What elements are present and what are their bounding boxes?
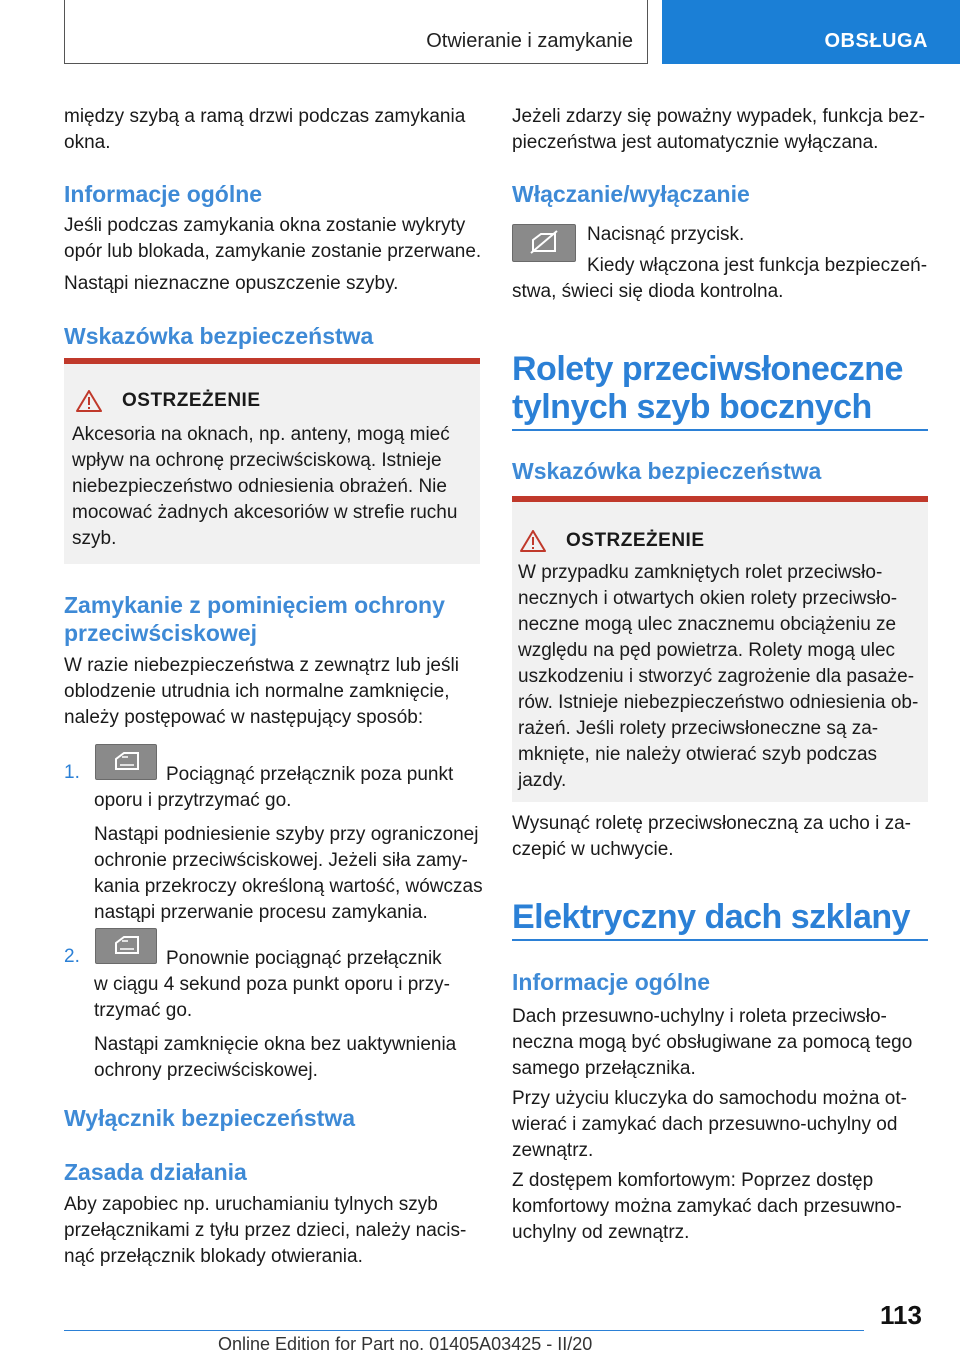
warning-header — [520, 530, 705, 552]
right-intro — [512, 104, 932, 156]
warning-title: OSTRZEŻENIE — [566, 530, 705, 551]
step2-note — [94, 1032, 486, 1084]
heading-on-off: Włączanie/wyłączanie — [512, 181, 750, 207]
text-line: neczne mogą ulec znacznemu obciążeniu ze — [518, 614, 897, 635]
chapter-tab-label: OBSŁUGA — [824, 30, 928, 52]
heading-line: Rolety przeciwsłoneczne — [512, 350, 903, 388]
text-line: nastąpi przerwanie procesu zamykania. — [94, 902, 428, 923]
page-number: 113 — [880, 1300, 922, 1330]
text-line: pieczeństwa jest automatycznie wyłączana. — [512, 132, 879, 153]
text-line: rów. Istnieje niebezpieczeństwo odniesienia ob‐ — [518, 692, 919, 713]
text-line: Nastąpi podniesienie szyby przy ograniczonej — [94, 824, 479, 845]
text-line: czepić w uchwycie. — [512, 839, 674, 860]
text-line: szyb. — [72, 528, 117, 549]
footer-rule — [64, 1330, 864, 1331]
text-line: rażeń. Jeśli rolety przeciwsłoneczne są za‐ — [518, 718, 879, 739]
window-switch-icon — [96, 745, 156, 779]
text-line: Akcesoria na oknach, np. anteny, mogą mieć — [72, 424, 450, 445]
on-off-instruction: Nacisnąć przycisk. — [587, 224, 745, 245]
blind-paragraph — [512, 811, 932, 863]
text-line: uszkodzeniu i stworzyć zagrożenie dla pasaże‐ — [518, 666, 915, 687]
text-line: necznych i otwartych okien rolety przeciwsło‐ — [518, 588, 898, 609]
warning-header — [76, 390, 261, 412]
text-line: mknięte, nie należy otwierać szyb podczas — [518, 744, 878, 765]
window-switch-icon — [96, 929, 156, 963]
text-line: Jeżeli zdarzy się poważny wypadek, funkcja bez‐ — [512, 106, 925, 127]
text-line: nąć przełącznik blokady otwierania. — [64, 1246, 363, 1267]
text-line: samego przełącznika. — [512, 1058, 696, 1079]
text-line: względu na pęd powietrza. Rolety mogą ulec — [518, 640, 896, 661]
text-line: oporu i przytrzymać go. — [94, 790, 292, 811]
step1-first-line: Pociągnąć przełącznik poza punkt — [166, 764, 454, 785]
text-line: Kiedy włączona jest funkcja bezpieczeń‐ — [587, 255, 928, 276]
step1-note — [94, 822, 486, 926]
heading-line: Zamykanie z pominięciem ochrony — [64, 592, 445, 618]
heading-general-info: Informacje ogólne — [64, 181, 263, 207]
text-line: mocować żadnych akcesoriów w strefie ruchu — [72, 502, 458, 523]
window-switch-image — [95, 744, 157, 780]
text-line: oblodzenie utrudnia ich normalne zamknięcie, — [64, 681, 450, 702]
text-line: Dach przesuwno-uchylny i roleta przeciwsło‐ — [512, 1006, 887, 1027]
text-line: stwa, świeci się dioda kontrolna. — [512, 281, 784, 302]
text-line: neczna mogą być obsługiwane za pomocą tego — [512, 1032, 913, 1053]
window-lock-icon — [513, 225, 575, 261]
text-line: ochronie przeciwściskowej. Jeżeli siła zamy‐ — [94, 850, 468, 871]
step2-first-line: Ponownie pociągnąć przełącznik — [166, 948, 442, 969]
text-line: Nastąpi zamknięcie okna bez uaktywnienia — [94, 1034, 457, 1055]
text-line: trzymać go. — [94, 1000, 193, 1021]
text-line: niebezpieczeństwo odniesienia obrażeń. Nie — [72, 476, 447, 497]
step-number: 1. — [64, 762, 80, 783]
warning-triangle-icon — [76, 390, 102, 412]
warning-box — [512, 496, 928, 802]
header-section-box — [64, 0, 648, 64]
text-line: w ciągu 4 sekund poza punkt oporu i przy‐ — [94, 974, 450, 995]
text-line: Aby zapobiec np. uruchamianiu tylnych szyb — [64, 1194, 438, 1215]
heading-general-info: Informacje ogólne — [512, 969, 711, 995]
text-line: W przypadku zamkniętych rolet przeciwsło‐ — [518, 562, 883, 583]
text-line: opór lub blokada, zamykanie zostanie przerwane. — [64, 241, 482, 262]
heading-line: tylnych szyb bocznych — [512, 388, 872, 426]
warning-text — [72, 422, 472, 552]
warning-box — [64, 358, 480, 564]
heading-safety-note: Wskazówka bezpieczeństwa — [512, 458, 822, 484]
chapter-tab[interactable] — [662, 0, 960, 64]
step2-text — [94, 972, 486, 1084]
step-number: 2. — [64, 946, 80, 967]
section-title: Otwieranie i zamykanie — [426, 30, 633, 52]
heading-line: przeciwściskowej — [64, 620, 258, 646]
text-line: uchylny od zewnątrz. — [512, 1222, 690, 1243]
warning-triangle-icon — [520, 530, 546, 552]
heading-bypass — [64, 591, 484, 647]
left-info-paragraph — [64, 213, 484, 297]
text-line: należy postępować w następujący sposób: — [64, 707, 424, 728]
edition-note: Online Edition for Part no. 01405A03425 - II/20 — [218, 1334, 593, 1354]
text-line: Nastąpi nieznaczne opuszczenie szyby. — [64, 273, 399, 294]
text-line: Jeśli podczas zamykania okna zostanie wykryty — [64, 215, 466, 236]
text-line: Wysunąć roletę przeciwsłoneczną za ucho i za‐ — [512, 813, 912, 834]
text-line: kania przekroczy określoną wartość, wówczas — [94, 876, 483, 897]
roof-info-paragraph — [512, 1004, 932, 1246]
principle-paragraph — [64, 1192, 484, 1270]
heading-safety-note: Wskazówka bezpieczeństwa — [64, 323, 374, 349]
left-intro — [64, 104, 484, 156]
heading-safety-switch: Wyłącznik bezpieczeństwa — [64, 1105, 356, 1131]
heading-rule — [512, 939, 928, 941]
text-line: komfortowy można zamykać dach przesuwno- — [512, 1196, 902, 1217]
text-line: przełącznikami z tyłu przez dzieci, należy nacis‐ — [64, 1220, 467, 1241]
heading-sun-blinds — [512, 350, 932, 426]
text-line: zewnątrz. — [512, 1140, 594, 1161]
text-line: Z dostępem komfortowym: Poprzez dostęp — [512, 1170, 874, 1191]
warning-title: OSTRZEŻENIE — [122, 390, 261, 411]
heading-principle: Zasada działania — [64, 1159, 247, 1185]
heading-glass-roof: Elektryczny dach szklany — [512, 898, 911, 936]
warning-text — [518, 560, 926, 794]
step1-text — [94, 788, 486, 926]
text-line: wpływ na ochronę przeciwściskową. Istnieje — [72, 450, 442, 471]
text-line: między szybą a ramą drzwi podczas zamykania — [64, 106, 466, 127]
text-line: wierać i zamykać dach przesuwno-uchylny od — [512, 1114, 898, 1135]
bypass-paragraph — [64, 653, 484, 731]
heading-rule — [512, 429, 928, 431]
text-line: okna. — [64, 132, 111, 153]
text-line: jazdy. — [518, 770, 567, 791]
safety-switch-image — [512, 224, 576, 262]
window-switch-image — [95, 928, 157, 964]
text-line: W razie niebezpieczeństwa z zewnątrz lub jeśli — [64, 655, 459, 676]
text-line: ochrony przeciwściskowej. — [94, 1060, 318, 1081]
text-line: Przy użyciu kluczyka do samochodu można ot‐ — [512, 1088, 907, 1109]
